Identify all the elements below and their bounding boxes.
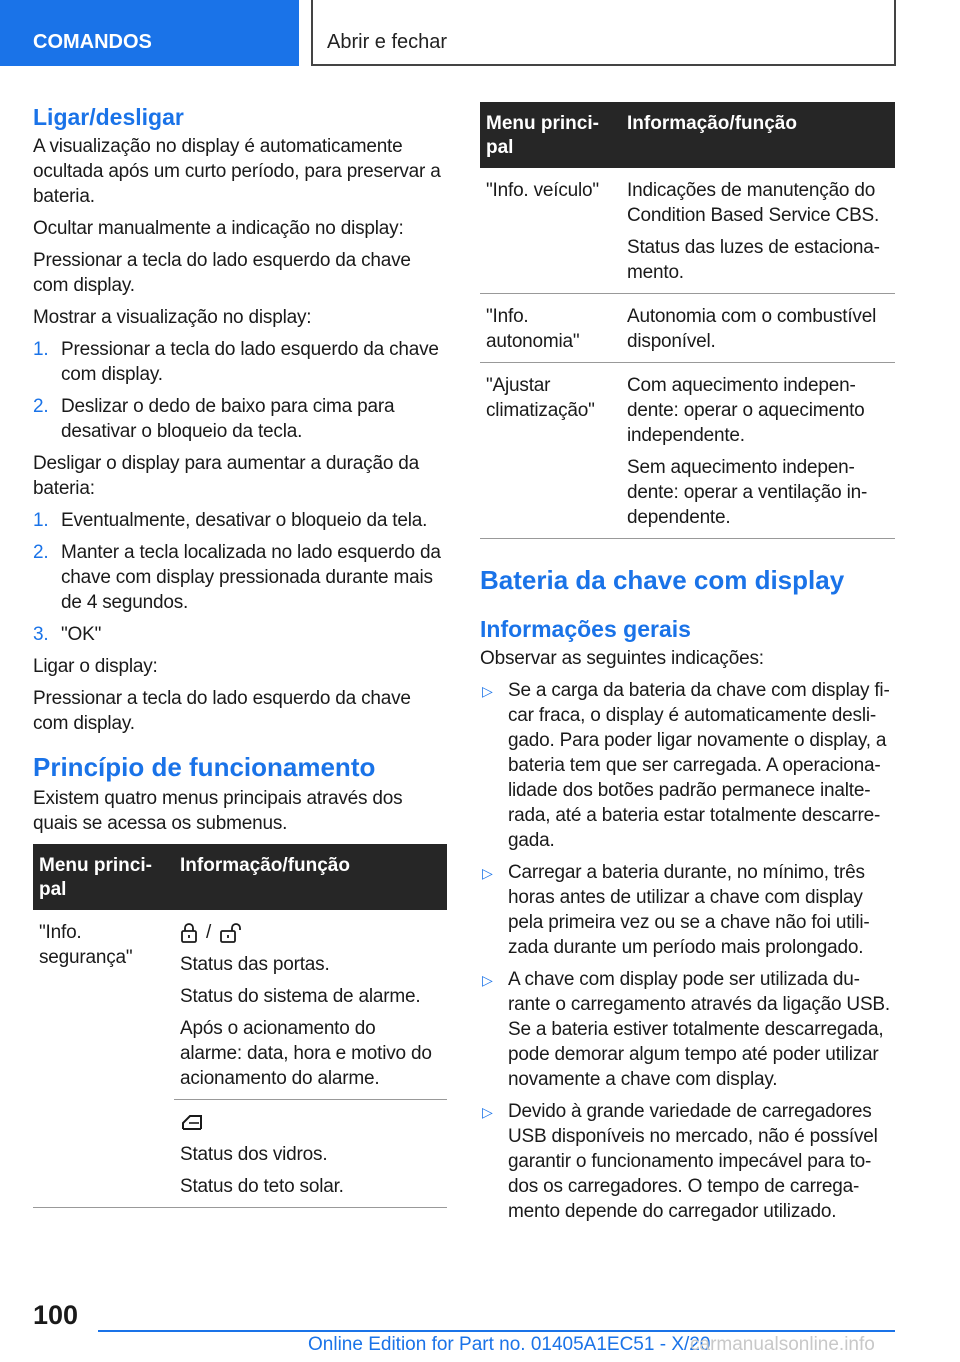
paragraph: Desligar o display para aumentar a duração da bateria: <box>33 453 420 499</box>
page-header <box>0 0 960 66</box>
heading-informacoes: Informações gerais <box>480 616 691 642</box>
chapter-title: Abrir e fechar <box>327 31 448 53</box>
window-icon-row <box>180 1110 441 1135</box>
table-row <box>480 294 895 363</box>
triangle-right-icon: ▷ <box>482 683 493 699</box>
triangle-right-icon: ▷ <box>482 972 493 988</box>
edition-text: Online Edition for Part no. 01405A1EC51 - X/20 <box>308 1334 711 1355</box>
chapter-box <box>311 0 896 66</box>
icon-separator: / <box>206 922 212 943</box>
left-column <box>33 100 447 1208</box>
step-number: 2. <box>33 542 49 563</box>
paragraph: A visualização no display é automaticamente ocultada após um curto período, para preservar a bateria. <box>33 136 441 207</box>
table-row <box>33 910 447 1100</box>
table-header-row <box>33 844 447 910</box>
paragraph: Pressionar a tecla do lado esquerdo da chave com display. <box>33 250 411 296</box>
paragraph: Existem quatro menus principais através dos quais se acessa os submenus. <box>33 788 403 834</box>
steps-show-display <box>33 337 447 444</box>
menu-cell: "Info. segurança" <box>39 922 133 968</box>
list-item <box>33 394 447 444</box>
col-header-info: Informação/função <box>174 844 447 910</box>
table-row <box>33 1100 447 1208</box>
right-column <box>480 94 895 1231</box>
notes-list <box>480 678 895 1224</box>
list-item <box>480 860 895 960</box>
lock-open-icon <box>219 923 245 943</box>
step-number: 3. <box>33 624 49 645</box>
info-cell <box>621 168 895 294</box>
page-number: 100 <box>33 1300 79 1330</box>
step-text: Pressionar a tecla do lado esquerdo da chave com display. <box>61 339 439 385</box>
menu-table-left <box>33 844 447 1208</box>
paragraph: Ligar o display: <box>33 656 158 677</box>
list-item <box>480 967 895 1092</box>
list-item <box>480 678 895 853</box>
col-header-menu: Menu principal <box>33 844 174 910</box>
menu-cell <box>33 1100 174 1208</box>
info-line: Após o acionamento do alarme: data, hora e motivo do acionamento do alarme. <box>180 1018 432 1089</box>
paragraph: Observar as seguintes indicações: <box>480 648 764 669</box>
info-line: Status das luzes de estacionamento. <box>627 237 880 283</box>
note-text: Devido à grande variedade de carregadores USB disponíveis no mercado, não é possível garantir o funcionamento impecável para todos os carregadores. O tempo de carregamento depende do carregador utilizado. <box>508 1101 878 1222</box>
triangle-right-icon: ▷ <box>482 865 493 881</box>
menu-cell: "Ajustar climatização" <box>480 363 621 539</box>
step-text: "OK" <box>61 624 102 645</box>
info-cell <box>174 910 447 1100</box>
footer-rule <box>98 1330 895 1332</box>
info-line: Status dos vidros. <box>180 1144 328 1165</box>
menu-cell: "Info. veículo" <box>480 168 621 294</box>
info-line: Status do teto solar. <box>180 1176 344 1197</box>
info-line: Com aquecimento independente: operar o aquecimento independente. <box>627 375 865 446</box>
lock-icons <box>180 920 441 945</box>
section-title: COMANDOS <box>33 31 152 53</box>
step-number: 1. <box>33 510 49 531</box>
info-line: Indicações de manutenção do Condition Based Service CBS. <box>627 180 880 226</box>
paragraph: Ocultar manualmente a indicação no display: <box>33 218 404 239</box>
section-tab <box>0 0 299 66</box>
list-item <box>33 622 447 647</box>
info-cell <box>621 294 895 363</box>
step-text: Manter a tecla localizada no lado esquerdo da chave com display pressionada durante mais de 4 segundos. <box>61 542 441 613</box>
list-item <box>33 540 447 615</box>
list-item <box>480 1099 895 1224</box>
info-line: Status do sistema de alarme. <box>180 986 421 1007</box>
step-text: Eventualmente, desativar o bloqueio da tela. <box>61 510 428 531</box>
info-line: Status das portas. <box>180 954 330 975</box>
step-number: 2. <box>33 396 49 417</box>
note-text: Carregar a bateria durante, no mínimo, três horas antes de utilizar a chave com display pela primeira vez ou se a chave não foi utilizada durante um período mais prolongado. <box>508 862 870 958</box>
heading-bateria: Bateria da chave com display <box>480 565 845 595</box>
table-row <box>480 363 895 539</box>
menu-cell: "Info. autonomia" <box>480 294 621 363</box>
list-item <box>33 337 447 387</box>
lock-closed-icon <box>180 923 198 943</box>
heading-ligar-desligar: Ligar/desligar <box>33 104 184 130</box>
step-number: 1. <box>33 339 49 360</box>
info-cell <box>174 1100 447 1208</box>
menu-table-right <box>480 102 895 539</box>
note-text: Se a carga da bateria da chave com display ficar fraca, o display é automaticamente desligado. Para poder ligar novamente o display, a bateria tem que ser carregada. A operacionalidade dos botões padrão permanece inalterada, até a bateria estar totalmente descarregada. <box>508 680 890 851</box>
paragraph: Mostrar a visualização no display: <box>33 307 312 328</box>
col-header-info: Informação/função <box>621 102 895 168</box>
list-item <box>33 508 447 533</box>
steps-turn-off <box>33 508 447 647</box>
heading-principio: Princípio de funcionamento <box>33 752 376 782</box>
watermark: carmanualsonline.info <box>690 1334 875 1355</box>
col-header-menu: Menu principal <box>480 102 621 168</box>
table-header-row <box>480 102 895 168</box>
car-window-icon <box>180 1113 204 1133</box>
info-line: Autonomia com o combustível disponível. <box>627 306 877 352</box>
table-row <box>480 168 895 294</box>
triangle-right-icon: ▷ <box>482 1104 493 1120</box>
info-line: Sem aquecimento independente: operar a ventilação independente. <box>627 457 868 528</box>
paragraph: Pressionar a tecla do lado esquerdo da chave com display. <box>33 688 411 734</box>
step-text: Deslizar o dedo de baixo para cima para desativar o bloqueio da tecla. <box>61 396 395 442</box>
note-text: A chave com display pode ser utilizada durante o carregamento através da ligação USB. Se a bateria estiver totalmente descarregada, pode demorar algum tempo até poder utilizar novamente a chave com display. <box>508 969 890 1090</box>
info-cell <box>621 363 895 539</box>
